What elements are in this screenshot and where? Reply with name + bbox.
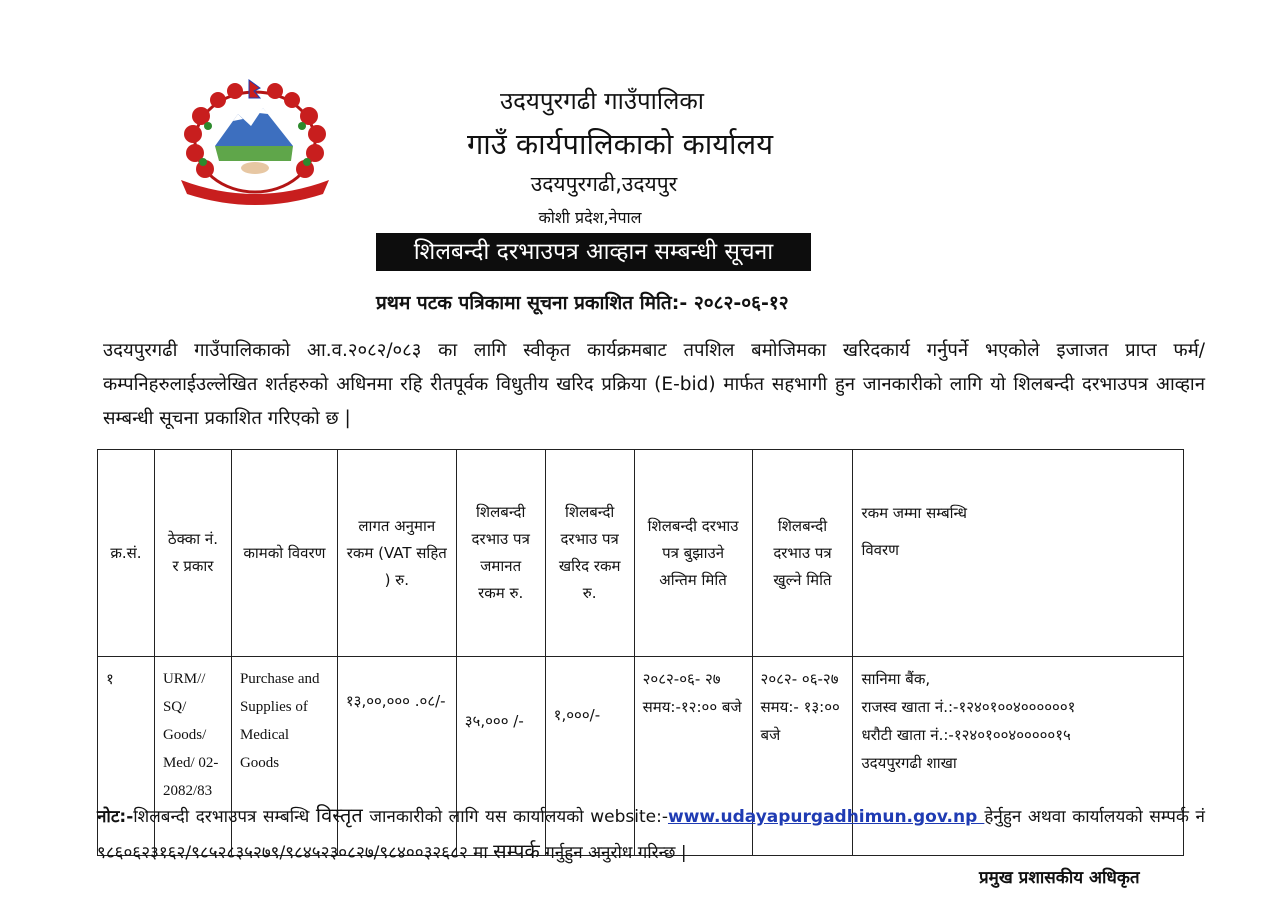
header-opening: शिलबन्दी दरभाउ पत्र खुल्ने मिति <box>752 450 853 657</box>
note-text-2: जानकारीको लागि यस कार्यालयको website:- <box>362 807 668 827</box>
publish-date: प्रथम पटक पत्रिकामा सूचना प्रकाशित मिति:- २०८२-०६-१२ <box>376 292 789 314</box>
branch-name: उदयपुरगढी शाखा <box>861 754 957 772</box>
header-sn: क्र.सं. <box>98 450 155 657</box>
note-label: नोट:- <box>97 807 134 827</box>
tender-table <box>97 449 1184 856</box>
cell-sn: १ <box>98 657 155 856</box>
header-remarks-line1: रकम जम्मा सम्बन्धि <box>861 504 967 522</box>
deposit-account: धरौटी खाता नं.:-१२४०१००४०००००१५ <box>861 726 1071 744</box>
header-estimate: लागत अनुमान रकम (VAT सहित ) रु. <box>337 450 456 657</box>
submission-date: २०८२-०६- २७ <box>642 670 721 688</box>
cell-contract: URM// SQ/ Goods/ Med/ 02- 2082/83 <box>154 657 231 856</box>
office-title: गाउँ कार्यपालिकाको कार्यालय <box>466 127 774 161</box>
cell-purchase-fee: १,०००/- <box>545 657 634 856</box>
note-contact-word: सम्पर्क <box>493 839 540 863</box>
header-remarks-line2: विवरण <box>861 541 899 559</box>
revenue-account: राजस्व खाता नं.:-१२४०१००४००००००१ <box>861 698 1076 716</box>
note-paragraph <box>97 798 1205 870</box>
note-detailed: विस्तृत <box>315 803 363 827</box>
opening-time: समय:- १३:०० बजे <box>760 698 840 744</box>
header-purchase-fee: शिलबन्दी दरभाउ पत्र खरिद रकम रु. <box>545 450 634 657</box>
cell-description: Purchase and Supplies of Medical Goods <box>231 657 337 856</box>
office-name: उदयपुरगढी गाउँपालिका <box>500 87 704 115</box>
header-contract: ठेक्का नं. र प्रकार <box>154 450 231 657</box>
note-text-3: हेर्नुहुन अथवा कार्यालयको सम्पर्क नं ९८६०६२३१६२/९८५२८३५२७९/९८४५२३०८२७/९८४००३२६८२ मा <box>97 807 1205 863</box>
address-line: उदयपुरगढी,उदयपुर <box>530 172 678 196</box>
submission-time: समय:-१२:०० बजे <box>642 698 742 716</box>
opening-date: २०८२- ०६-२७ <box>760 670 839 688</box>
intro-paragraph: उदयपुरगढी गाउँपालिकाको आ.व.२०८२/०८३ का लागि स्वीकृत कार्यक्रमबाट तपशिल बमोजिमका खरिदकार्य गर्नुपर्ने भएकोले इजाजत प्राप्त फर्म/ कम्पनिहरुलाईउल्लेखित शर्तहरुको अधिनमा रहि रीतपूर्वक विधुतीय खरिद प्रक्रिया (E-bid) मार्फत सहभागी हुन जानकारीको लागि यो शिलबन्दी दरभाउपत्र आव्हान सम्बन्धी सूचना प्रकाशित गरिएको छ | <box>103 340 1205 429</box>
cell-bid-security: ३५,००० /- <box>456 657 545 856</box>
website-link[interactable]: www.udayapurgadhimun.gov.np <box>667 807 985 827</box>
header-description: कामको विवरण <box>231 450 337 657</box>
notice-banner: शिलबन्दी दरभाउपत्र आव्हान सम्बन्धी सूचना <box>376 233 811 271</box>
table-header-row <box>98 450 1184 657</box>
header-bid-security: शिलबन्दी दरभाउ पत्र जमानत रकम रु. <box>456 450 545 657</box>
signature-title: प्रमुख प्रशासकीय अधिकृत <box>979 868 1140 888</box>
bank-name: सानिमा बैंक, <box>861 670 931 688</box>
cell-estimate: १३,००,००० .०८/- <box>337 657 456 856</box>
note-text-1: शिलबन्दी दरभाउपत्र सम्बन्धि <box>133 807 316 827</box>
header-remarks <box>853 450 1184 657</box>
province-line: कोशी प्रदेश,नेपाल <box>538 208 642 227</box>
note-text-4: गर्नुहुन अनुरोध गरिन्छ | <box>539 843 687 863</box>
header-submission: शिलबन्दी दरभाउ पत्र बुझाउने अन्तिम मिति <box>634 450 752 657</box>
